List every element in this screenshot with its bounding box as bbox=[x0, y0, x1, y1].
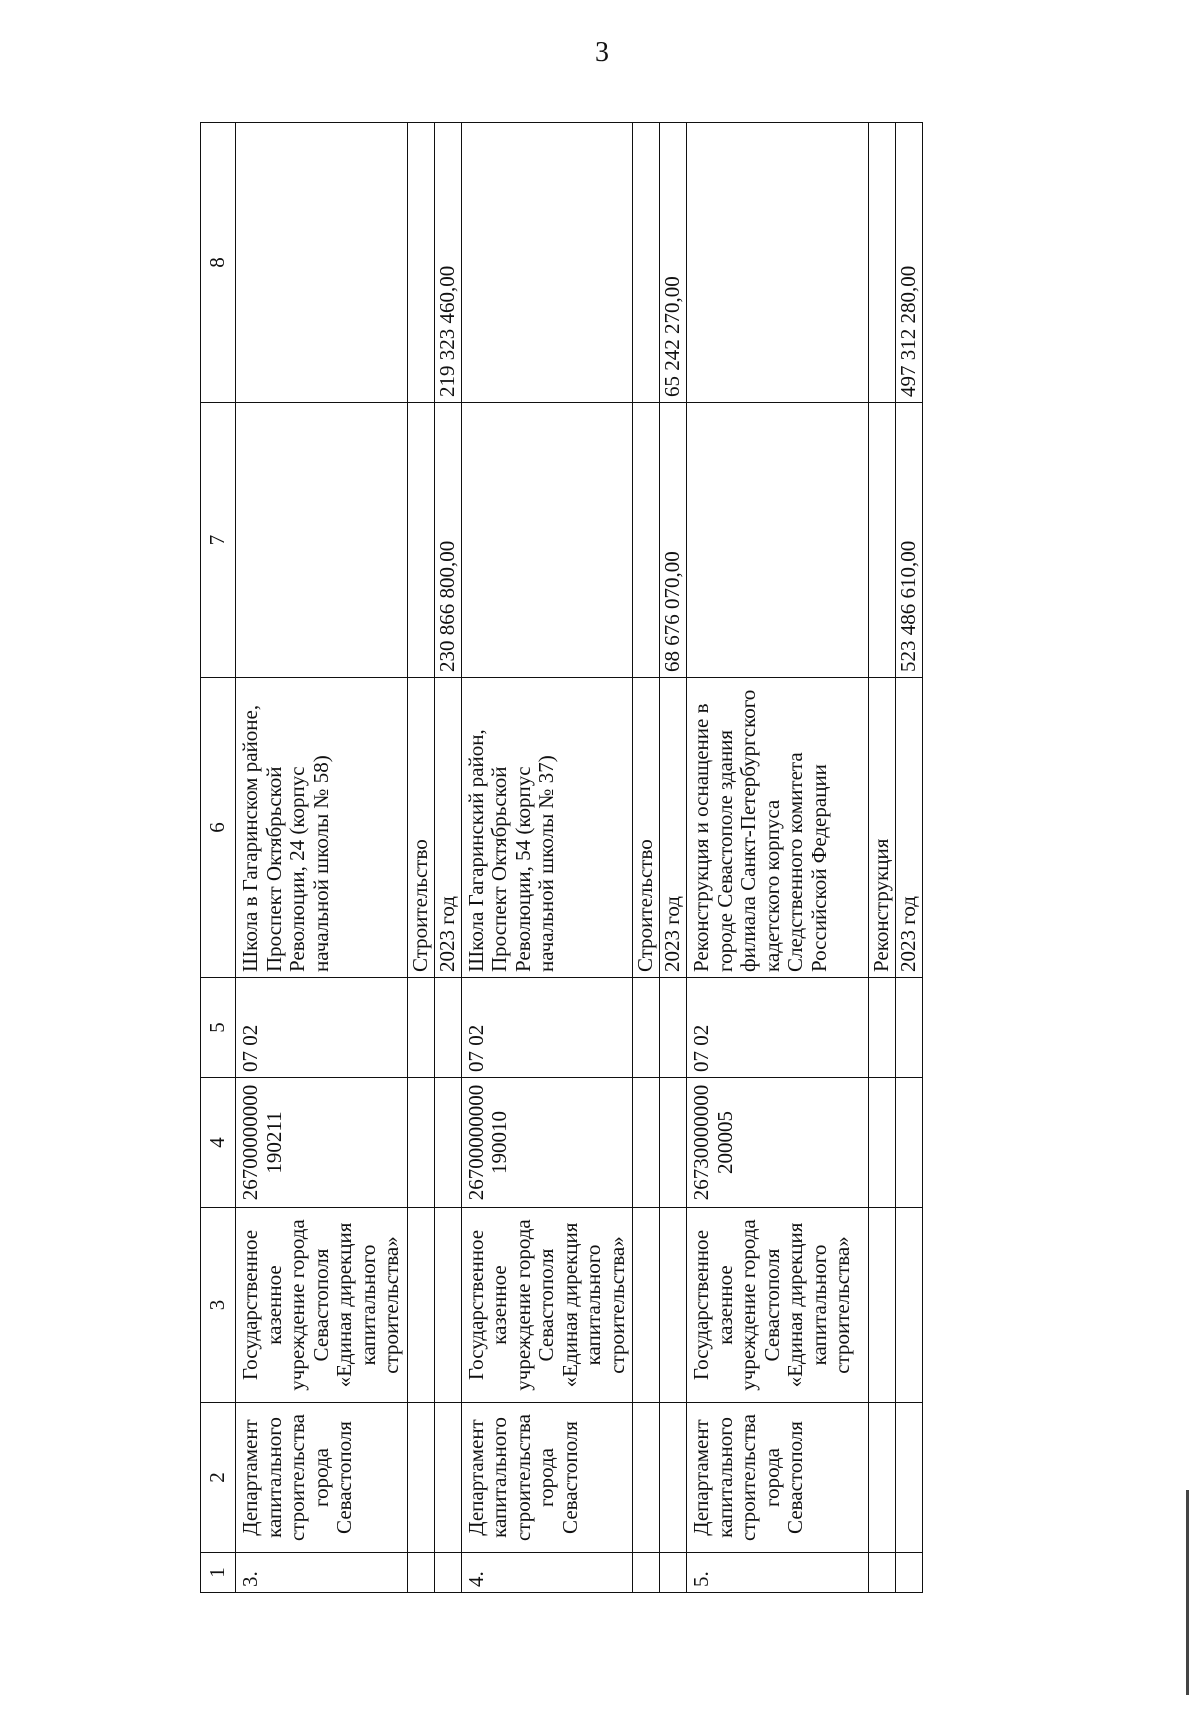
column-header-6: 6 bbox=[201, 678, 236, 978]
table-row-4 bbox=[461, 123, 633, 1593]
column-header-7: 7 bbox=[201, 403, 236, 678]
organization-cell: Государственное казенное учреждение города Севастополя «Единая дирекция капитального строительства» bbox=[687, 1208, 869, 1403]
amount-7-cell bbox=[687, 403, 869, 678]
table-row-3 bbox=[236, 123, 408, 1593]
column-header-3: 3 bbox=[201, 1208, 236, 1403]
table-subrow-year bbox=[660, 123, 687, 1593]
work-type-cell: Реконструкция bbox=[869, 678, 896, 978]
budget-code-cell: 26700000000190010 bbox=[461, 1078, 633, 1208]
work-type-cell: Строительство bbox=[633, 678, 660, 978]
scan-edge-line bbox=[1186, 1490, 1189, 1695]
table-subrow-worktype bbox=[407, 123, 434, 1593]
column-header-5: 5 bbox=[201, 978, 236, 1078]
rotated-table-container bbox=[200, 123, 1090, 1593]
amount-7-cell bbox=[236, 403, 408, 678]
column-header-8: 8 bbox=[201, 123, 236, 403]
organization-cell: Государственное казенное учреждение города Севастополя «Единая дирекция капитального строительства» bbox=[236, 1208, 408, 1403]
amount-8-value: 497 312 280,00 bbox=[896, 123, 923, 403]
organization-cell: Государственное казенное учреждение города Севастополя «Единая дирекция капитального строительства» bbox=[461, 1208, 633, 1403]
department-cell: Департамент капитального строительства города Севастополя bbox=[461, 1403, 633, 1553]
department-cell: Департамент капитального строительства города Севастополя bbox=[687, 1403, 869, 1553]
section-code-cell: 07 02 bbox=[236, 978, 408, 1078]
year-cell: 2023 год bbox=[896, 678, 923, 978]
table-wrapper bbox=[200, 123, 1090, 1593]
year-cell: 2023 год bbox=[434, 678, 461, 978]
budget-code-cell: 26730000000200005 bbox=[687, 1078, 869, 1208]
amount-8-value: 65 242 270,00 bbox=[660, 123, 687, 403]
table-subrow-year bbox=[896, 123, 923, 1593]
budget-code-cell: 26700000000190211 bbox=[236, 1078, 408, 1208]
table-subrow-worktype bbox=[869, 123, 896, 1593]
table-row-5 bbox=[687, 123, 869, 1593]
section-code-cell: 07 02 bbox=[461, 978, 633, 1078]
row-number: 3. bbox=[236, 1553, 408, 1593]
year-cell: 2023 год bbox=[660, 678, 687, 978]
amount-7-value: 523 486 610,00 bbox=[896, 403, 923, 678]
page-number: 3 bbox=[595, 37, 609, 68]
column-header-2: 2 bbox=[201, 1403, 236, 1553]
object-name-cell: Реконструкция и оснащение в городе Севастополе здания филиала Санкт-Петербургского кадетского корпуса Следственного комитета Российской Федерации bbox=[687, 678, 869, 978]
amount-8-cell bbox=[687, 123, 869, 403]
row-number: 4. bbox=[461, 1553, 633, 1593]
amount-8-cell bbox=[236, 123, 408, 403]
column-header-1: 1 bbox=[201, 1553, 236, 1593]
row-number: 5. bbox=[687, 1553, 869, 1593]
header-row bbox=[201, 123, 236, 1593]
amount-8-value: 219 323 460,00 bbox=[434, 123, 461, 403]
amount-7-value: 230 866 800,00 bbox=[434, 403, 461, 678]
table-subrow-worktype bbox=[633, 123, 660, 1593]
department-cell: Департамент капитального строительства города Севастополя bbox=[236, 1403, 408, 1553]
object-name-cell: Школа в Гагаринском районе, Проспект Октябрьской Революции, 24 (корпус начальной школы № 58) bbox=[236, 678, 408, 978]
investment-table bbox=[200, 122, 923, 1593]
section-code-cell: 07 02 bbox=[687, 978, 869, 1078]
column-header-4: 4 bbox=[201, 1078, 236, 1208]
object-name-cell: Школа Гагаринский район, Проспект Октябрьской Революции, 54 (корпус начальной школы № 37) bbox=[461, 678, 633, 978]
amount-8-cell bbox=[461, 123, 633, 403]
amount-7-cell bbox=[461, 403, 633, 678]
amount-7-value: 68 676 070,00 bbox=[660, 403, 687, 678]
table-subrow-year bbox=[434, 123, 461, 1593]
work-type-cell: Строительство bbox=[407, 678, 434, 978]
